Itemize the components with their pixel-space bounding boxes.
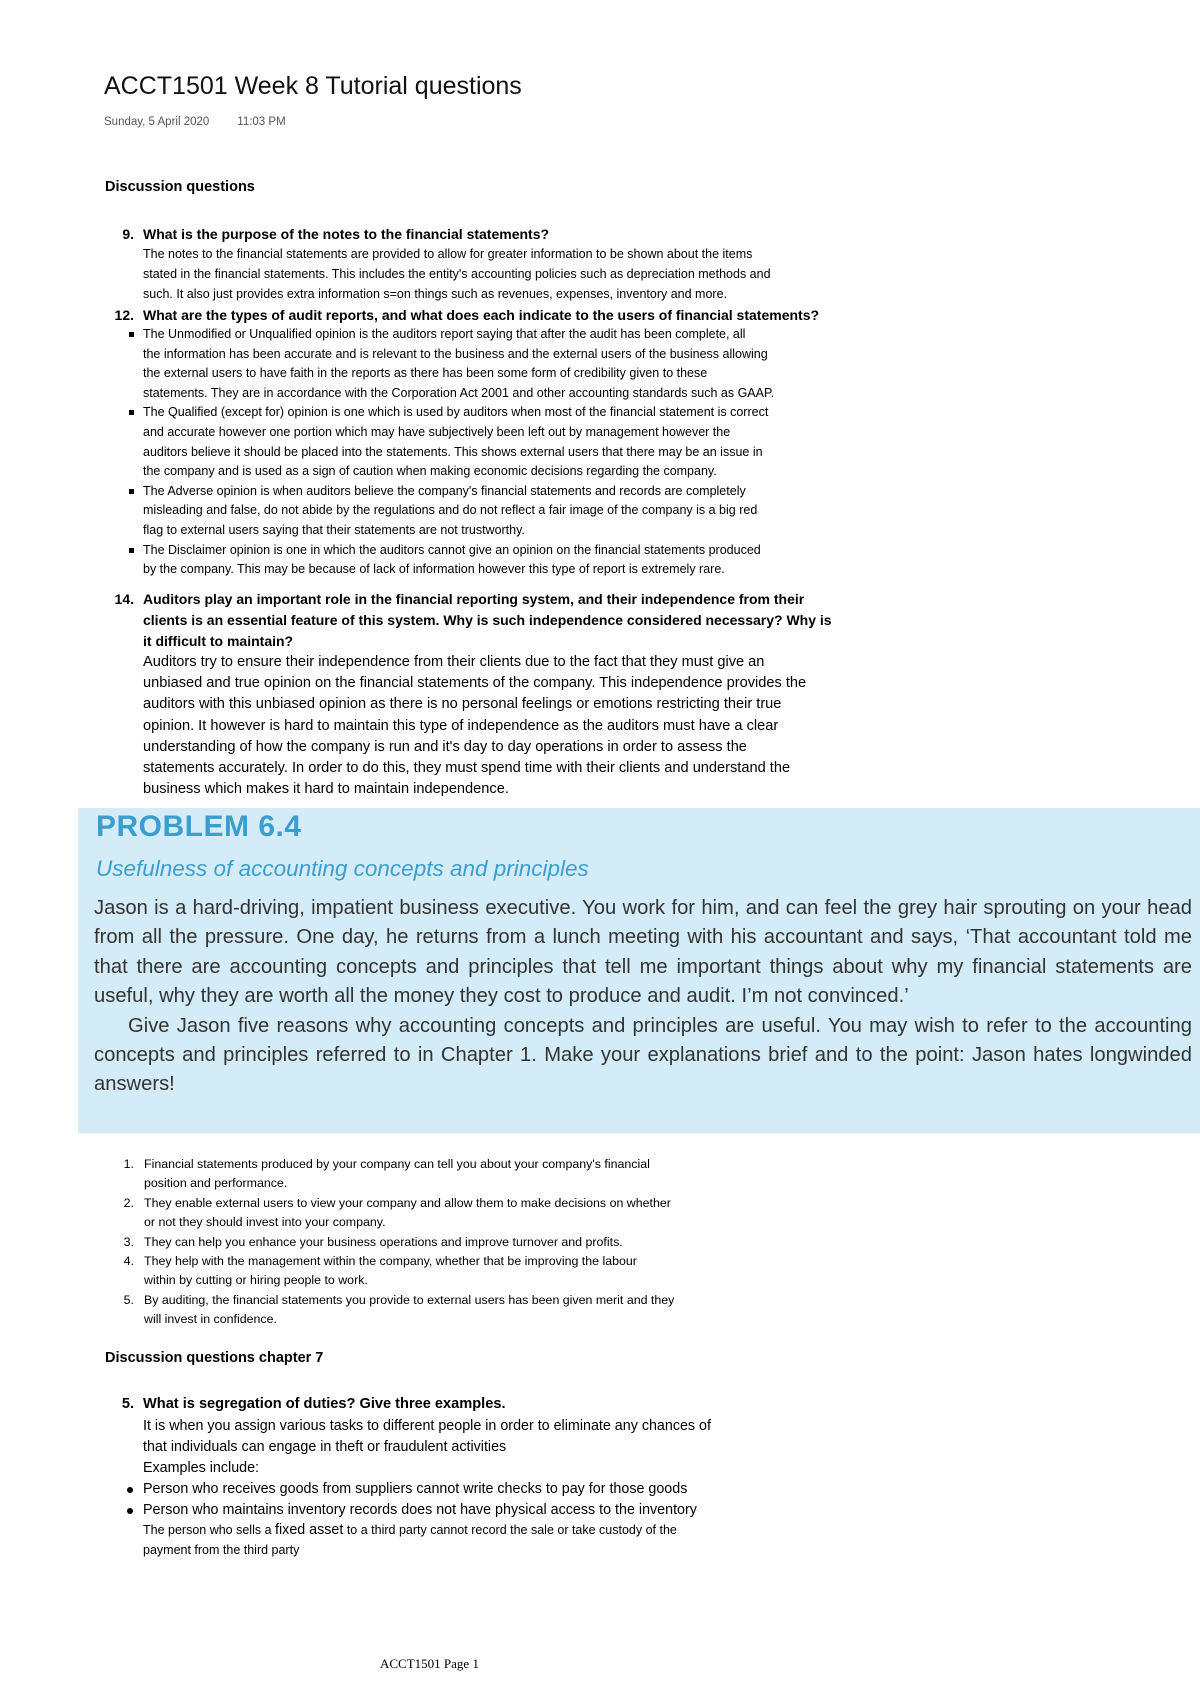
list-item-disclaimer (104, 541, 924, 580)
list-line: by the company. This may be because of lack of information however this type of report is extremely rare. (143, 562, 725, 577)
question-5-title (104, 1395, 864, 1414)
question-12 (104, 306, 924, 580)
list-item-adverse (104, 482, 924, 541)
question-12-title (104, 306, 924, 325)
question-number: 14. (114, 591, 134, 607)
problem-subtitle: Usefulness of accounting concepts and principles (96, 856, 589, 881)
section-heading-chapter-7: Discussion questions chapter 7 (105, 1350, 324, 1366)
list-item (104, 1233, 784, 1252)
page-date: Sunday, 5 April 2020 (104, 116, 210, 128)
problem-title: PROBLEM 6.4 (96, 810, 302, 843)
list-item-unmodified (104, 325, 924, 403)
list-item-qualified (104, 403, 924, 481)
list-line: Financial statements produced by your company can tell you about your company's financial (144, 1157, 650, 1171)
page-time: 11:03 PM (237, 116, 286, 128)
answer-line: such. It also just provides extra information s=on things such as revenues, expenses, inventory and more. (143, 286, 727, 301)
question-text: What is segregation of duties? Give three examples. (143, 1396, 506, 1412)
list-item (104, 1252, 784, 1291)
question-number: 9. (122, 226, 134, 242)
list-line: They enable external users to view your company and allow them to make decisions on whether (144, 1195, 671, 1210)
answer-line: Auditors try to ensure their independence from their clients due to the fact that they must give an (143, 654, 765, 670)
answer-line: stated in the financial statements. This includes the entity's accounting policies such as depreciation methods and (143, 266, 771, 281)
page-timestamp (104, 116, 286, 128)
question-number: 5. (121, 1396, 134, 1412)
answer-line (143, 1521, 864, 1541)
question-9-title (104, 225, 904, 244)
list-line: position and performance. (144, 1176, 288, 1191)
list-number: 5. (123, 1292, 134, 1307)
question-line: Auditors play an important role in the financial reporting system, and their independence from their (143, 591, 805, 607)
list-line: within by cutting or hiring people to work. (144, 1273, 368, 1288)
list-line: flag to external users saying that their statements are not trustworthy. (143, 522, 525, 537)
list-line: or not they should invest into your company. (144, 1215, 386, 1230)
answer-14 (104, 652, 904, 800)
answer-5 (104, 1416, 864, 1479)
question-14 (104, 589, 904, 800)
list-line: By auditing, the financial statements you provide to external users has been given merit and they (144, 1292, 675, 1307)
answer-line: The notes to the financial statements are provided to allow for greater information to be shown about the items (143, 247, 753, 261)
text-run: fixed asset (275, 1522, 344, 1538)
answer-line: auditors with this unbiased opinion as there is no personal feelings or emotions restricting their true (143, 696, 782, 713)
list-line: will invest in confidence. (144, 1312, 277, 1327)
list-line: The Unmodified or Unqualified opinion is the auditors report saying that after the audit has been complete, all (143, 327, 746, 341)
problem-body (94, 894, 1192, 1100)
page-footer: ACCT1501 Page 1 (380, 1656, 479, 1671)
bullet (129, 548, 134, 553)
examples-list (104, 1479, 864, 1521)
list-number: 2. (123, 1195, 134, 1210)
list-line: misleading and false, do not abide by the regulations and do not reflect a fair image of the company is a big red (143, 503, 758, 518)
list-number: 4. (123, 1254, 134, 1269)
bullet (129, 489, 134, 494)
answer-line: understanding of how the company is run and it's day to day operations in order to assess the (143, 738, 747, 755)
page-title: ACCT1501 Week 8 Tutorial questions (104, 72, 522, 100)
list-line: They help with the management within the company, whether that be improving the labour (144, 1254, 637, 1269)
list-line: the external users to have faith in the reports as there has been some form of credibility given to these (143, 366, 708, 381)
audit-opinion-list (104, 325, 924, 580)
answer-line: unbiased and true opinion on the financial statements of the company. This independence provides the (143, 675, 807, 692)
question-14-title (104, 589, 904, 652)
list-item (104, 1500, 864, 1521)
list-item (104, 1155, 784, 1194)
question-text: What is the purpose of the notes to the financial statements? (143, 226, 550, 242)
list-line: The Adverse opinion is when auditors believe the company's financial statements and records are completely (143, 483, 746, 498)
list-item (104, 1291, 784, 1330)
question-text: What are the types of audit reports, and what does each indicate to the users of financial statements? (143, 307, 820, 323)
list-line: the company and is used as a sign of caution when making economic decisions regarding the company. (143, 464, 717, 479)
list-number: 1. (123, 1157, 134, 1171)
question-line: it difficult to maintain? (143, 633, 294, 649)
question-9 (104, 225, 904, 304)
answer-line: It is when you assign various tasks to different people in order to eliminate any chances of (143, 1418, 711, 1434)
list-item (104, 1479, 864, 1500)
answers-list (104, 1155, 784, 1330)
bullet (127, 1487, 133, 1493)
list-line: and accurate however one portion which may have subjectively been left out by management however the (143, 424, 731, 439)
list-line: The Disclaimer opinion is one in which the auditors cannot give an opinion on the financial statements produced (143, 542, 761, 557)
answer-tail (104, 1521, 864, 1560)
answer-line: Examples include: (143, 1460, 260, 1476)
answer-line: business which makes it hard to maintain independence. (143, 781, 509, 798)
text-run: to a third party cannot record the sale or take custody of the (343, 1523, 677, 1537)
answer-line: statements accurately. In order to do this, they must spend time with their clients and understand the (143, 760, 791, 777)
list-line: auditors believe it should be placed into the statements. This shows external users that there may be an issue in (143, 444, 763, 459)
problem-paragraph: Jason is a hard-driving, impatient business executive. You work for him, and can feel the grey hair sprouting on your head from all the pressure. One day, he returns from a lunch meeting with his accountant and says, ‘That accountant told me that there are accounting concepts and principles that tell me important things about why my financial statements are useful, why they are worth all the money they cost to produce and audit. I’m not convinced.’ (94, 897, 1192, 1008)
list-line: Person who receives goods from suppliers cannot write checks to pay for those goods (143, 1481, 688, 1497)
question-number: 12. (114, 307, 134, 323)
bullet (129, 332, 134, 337)
problem-paragraph: Give Jason five reasons why accounting concepts and principles are useful. You may wish to refer to the accounting concepts and principles referred to in Chapter 1. Make your explanations brief and to the point: Jason hates longwinded answers! (94, 1014, 1192, 1096)
list-line: They can help you enhance your business operations and improve turnover and profits. (144, 1234, 623, 1249)
answer-9 (104, 245, 904, 304)
answer-line: payment from the third party (143, 1542, 300, 1557)
question-line: clients is an essential feature of this system. Why is such independence considered necessary? Why is (143, 612, 832, 628)
question-5 (104, 1395, 864, 1560)
text-run: The person who sells a (143, 1523, 276, 1537)
list-line: statements. They are in accordance with the Corporation Act 2001 and other accounting standards such as GAAP. (143, 385, 775, 400)
bullet (129, 410, 134, 415)
list-line: Person who maintains inventory records does not have physical access to the inventory (143, 1502, 697, 1518)
section-heading-discussion: Discussion questions (105, 179, 255, 195)
list-line: The Qualified (except for) opinion is one which is used by auditors when most of the financial statement is correct (143, 405, 769, 420)
list-line: the information has been accurate and is relevant to the business and the external users of the business allowing (143, 346, 768, 361)
list-number: 3. (123, 1234, 134, 1249)
answer-line: opinion. It however is hard to maintain this type of independence as the auditors must have a clear (143, 717, 779, 734)
bullet (127, 1508, 133, 1514)
list-item (104, 1194, 784, 1233)
answer-line: that individuals can engage in theft or fraudulent activities (143, 1439, 507, 1455)
